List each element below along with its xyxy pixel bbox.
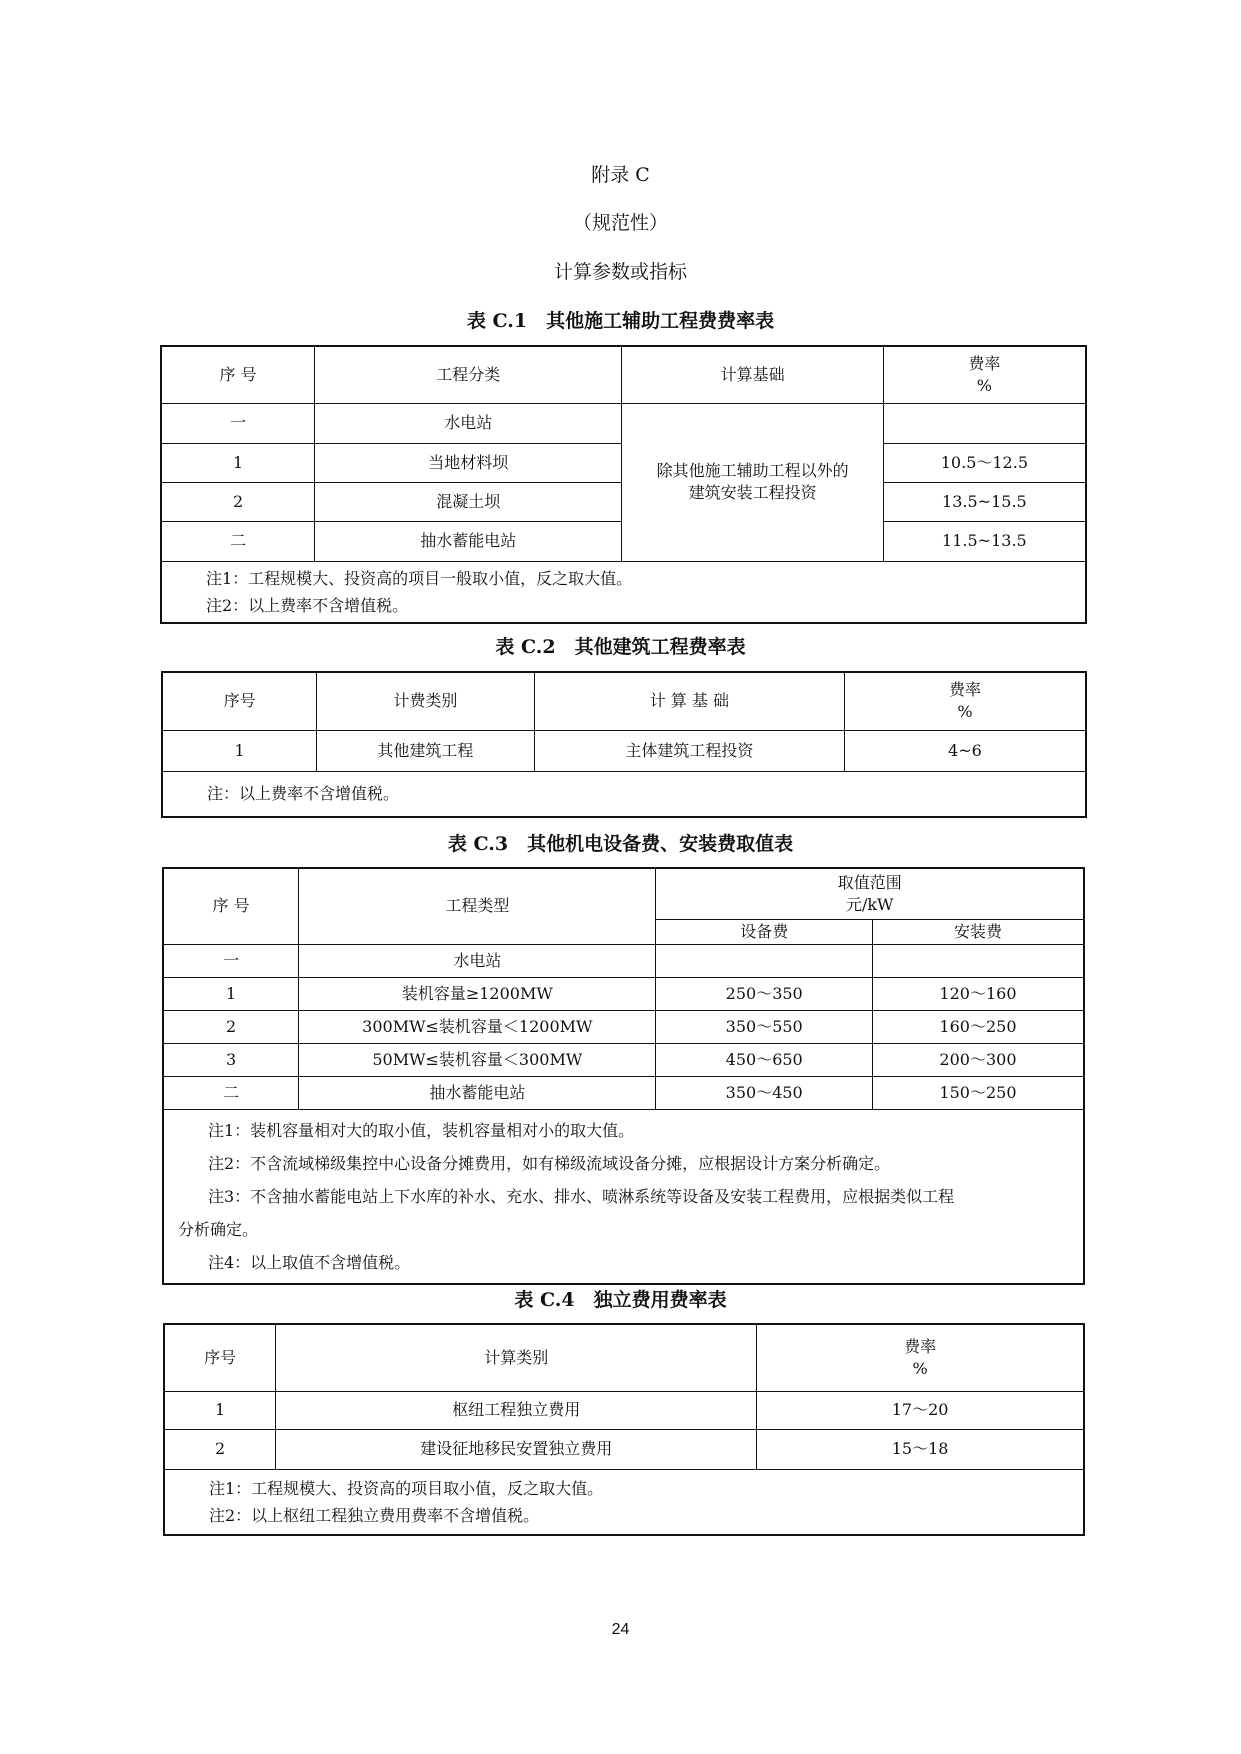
- table-row: [164, 1391, 1084, 1429]
- table-cell: 水电站: [299, 944, 656, 977]
- table-c1: [160, 345, 1087, 624]
- table-row: [163, 1010, 1084, 1043]
- table-cell-basis: [622, 403, 883, 561]
- table-cell: 1: [162, 730, 317, 771]
- header-cell: 序号: [162, 672, 317, 730]
- table-c4: [163, 1323, 1085, 1536]
- table-c1-caption: 表 C.1 其他施工辅助工程费费率表: [466, 310, 775, 332]
- header-cell: [757, 1324, 1084, 1391]
- note-line: 注1：工程规模大、投资高的项目一般取小值，反之取大值。: [206, 568, 633, 588]
- table-cell: 11.5~13.5: [883, 521, 1086, 561]
- page-title: 计算参数或指标: [553, 261, 687, 283]
- table-cell: 一: [163, 944, 299, 977]
- table-cell: 3: [163, 1043, 299, 1076]
- note-line: 注1：工程规模大、投资高的项目取小值，反之取大值。: [209, 1478, 604, 1498]
- table-cell: 枢纽工程独立费用: [276, 1391, 757, 1429]
- table-cell: 17～20: [757, 1391, 1084, 1429]
- header-line: 取值范围: [837, 872, 902, 892]
- header-cell: 序 号: [163, 868, 299, 944]
- table-notes-row: [164, 1469, 1084, 1535]
- table-cell: 1: [163, 977, 299, 1010]
- table-notes: [161, 561, 1086, 623]
- header-cell: 序 号: [161, 346, 315, 403]
- table-cell: 2: [161, 482, 315, 521]
- table-header-row: [161, 346, 1086, 403]
- table-notes-row: [161, 561, 1086, 623]
- header-cell: 计算基础: [622, 346, 883, 403]
- header-cell: [883, 346, 1086, 403]
- header-unit: %: [912, 1358, 928, 1378]
- table-cell: 水电站: [315, 403, 622, 443]
- table-cell: 二: [163, 1076, 299, 1109]
- table-cell: 一: [161, 403, 315, 443]
- table-header-row: [162, 672, 1086, 730]
- basis-line: 建筑安装工程投资: [688, 483, 817, 502]
- header-cell: 计费类别: [317, 672, 535, 730]
- table-cell: 120～160: [872, 977, 1084, 1010]
- table-c4-caption: 表 C.4 独立费用费率表: [514, 1289, 727, 1311]
- table-c2-caption: 表 C.2 其他建筑工程费率表: [495, 636, 746, 658]
- header-line: 费率: [904, 1336, 937, 1356]
- header-line: 费率: [948, 680, 981, 700]
- header-cell: 工程类型: [299, 868, 656, 944]
- header-cell: 计算类别: [276, 1324, 757, 1391]
- header-unit: %: [957, 702, 973, 722]
- table-row: [163, 1076, 1084, 1109]
- page-number: 24: [611, 1621, 630, 1638]
- table-c2: [161, 671, 1087, 818]
- table-c3: [162, 867, 1085, 1285]
- table-cell: 抽水蓄能电站: [315, 521, 622, 561]
- header-cell: 计 算 基 础: [534, 672, 844, 730]
- header-cell: 工程分类: [315, 346, 622, 403]
- note-line: 分析确定。: [178, 1219, 259, 1239]
- table-notes-row: [163, 1109, 1084, 1284]
- note-line: 注2：以上费率不含增值税。: [206, 595, 409, 615]
- table-cell: 建设征地移民安置独立费用: [276, 1429, 757, 1469]
- table-cell: 250～350: [656, 977, 873, 1010]
- table-notes: [162, 771, 1086, 817]
- table-row: [161, 403, 1086, 443]
- basis-line: 除其他施工辅助工程以外的: [656, 461, 849, 480]
- table-row: [162, 730, 1086, 771]
- table-cell: 二: [161, 521, 315, 561]
- table-cell: 主体建筑工程投资: [534, 730, 844, 771]
- table-notes-row: [162, 771, 1086, 817]
- header-cell: [844, 672, 1086, 730]
- table-cell: 300MW≤装机容量＜1200MW: [299, 1010, 656, 1043]
- table-cell: 350～450: [656, 1076, 873, 1109]
- header-unit: 元/kW: [845, 894, 894, 914]
- table-cell: 抽水蓄能电站: [299, 1076, 656, 1109]
- table-cell: 15～18: [757, 1429, 1084, 1469]
- table-cell: 50MW≤装机容量＜300MW: [299, 1043, 656, 1076]
- table-c3-caption: 表 C.3 其他机电设备费、安装费取值表: [447, 833, 794, 855]
- table-header-row: [164, 1324, 1084, 1391]
- note-line: 注1：装机容量相对大的取小值，装机容量相对小的取大值。: [208, 1120, 635, 1140]
- note-line: 注2：以上枢纽工程独立费用费率不含增值税。: [209, 1505, 540, 1525]
- note-line: 注4：以上取值不含增值税。: [208, 1252, 411, 1272]
- table-cell: [872, 944, 1084, 977]
- table-row: [163, 944, 1084, 977]
- table-cell: 装机容量≥1200MW: [299, 977, 656, 1010]
- table-cell: 10.5～12.5: [883, 443, 1086, 482]
- table-row: [164, 1429, 1084, 1469]
- table-cell: [656, 944, 873, 977]
- header-cell: 安装费: [872, 919, 1084, 944]
- table-row: [163, 977, 1084, 1010]
- table-cell: 1: [161, 443, 315, 482]
- table-cell: 2: [163, 1010, 299, 1043]
- header-cell: 设备费: [656, 919, 873, 944]
- note-line: 注：以上费率不含增值税。: [207, 784, 400, 804]
- table-row: [163, 1043, 1084, 1076]
- table-header-row: [163, 868, 1084, 919]
- header-cell: [656, 868, 1084, 919]
- table-cell: 200～300: [872, 1043, 1084, 1076]
- header-line: 费率: [968, 353, 1001, 373]
- table-cell: 2: [164, 1429, 276, 1469]
- table-cell: 1: [164, 1391, 276, 1429]
- note-line: 注2：不含流域梯级集控中心设备分摊费用，如有梯级流域设备分摊，应根据设计方案分析确定。: [208, 1153, 891, 1173]
- table-notes: [163, 1109, 1084, 1284]
- table-cell: 350～550: [656, 1010, 873, 1043]
- appendix-label: 附录 C: [591, 164, 650, 186]
- table-cell: 4~6: [844, 730, 1086, 771]
- table-cell: 150～250: [872, 1076, 1084, 1109]
- header-cell: 序号: [164, 1324, 276, 1391]
- note-line: 注3：不含抽水蓄能电站上下水库的补水、充水、排水、喷淋系统等设备及安装工程费用，应根据类似工程: [208, 1186, 955, 1206]
- table-notes: [164, 1469, 1084, 1535]
- table-cell: 13.5~15.5: [883, 482, 1086, 521]
- table-cell: [883, 403, 1086, 443]
- table-cell: 当地材料坝: [315, 443, 622, 482]
- table-cell: 160～250: [872, 1010, 1084, 1043]
- header-unit: %: [976, 375, 992, 395]
- table-cell: 450～650: [656, 1043, 873, 1076]
- normative-label: （规范性）: [572, 212, 668, 234]
- table-cell: 其他建筑工程: [317, 730, 535, 771]
- table-cell: 混凝土坝: [315, 482, 622, 521]
